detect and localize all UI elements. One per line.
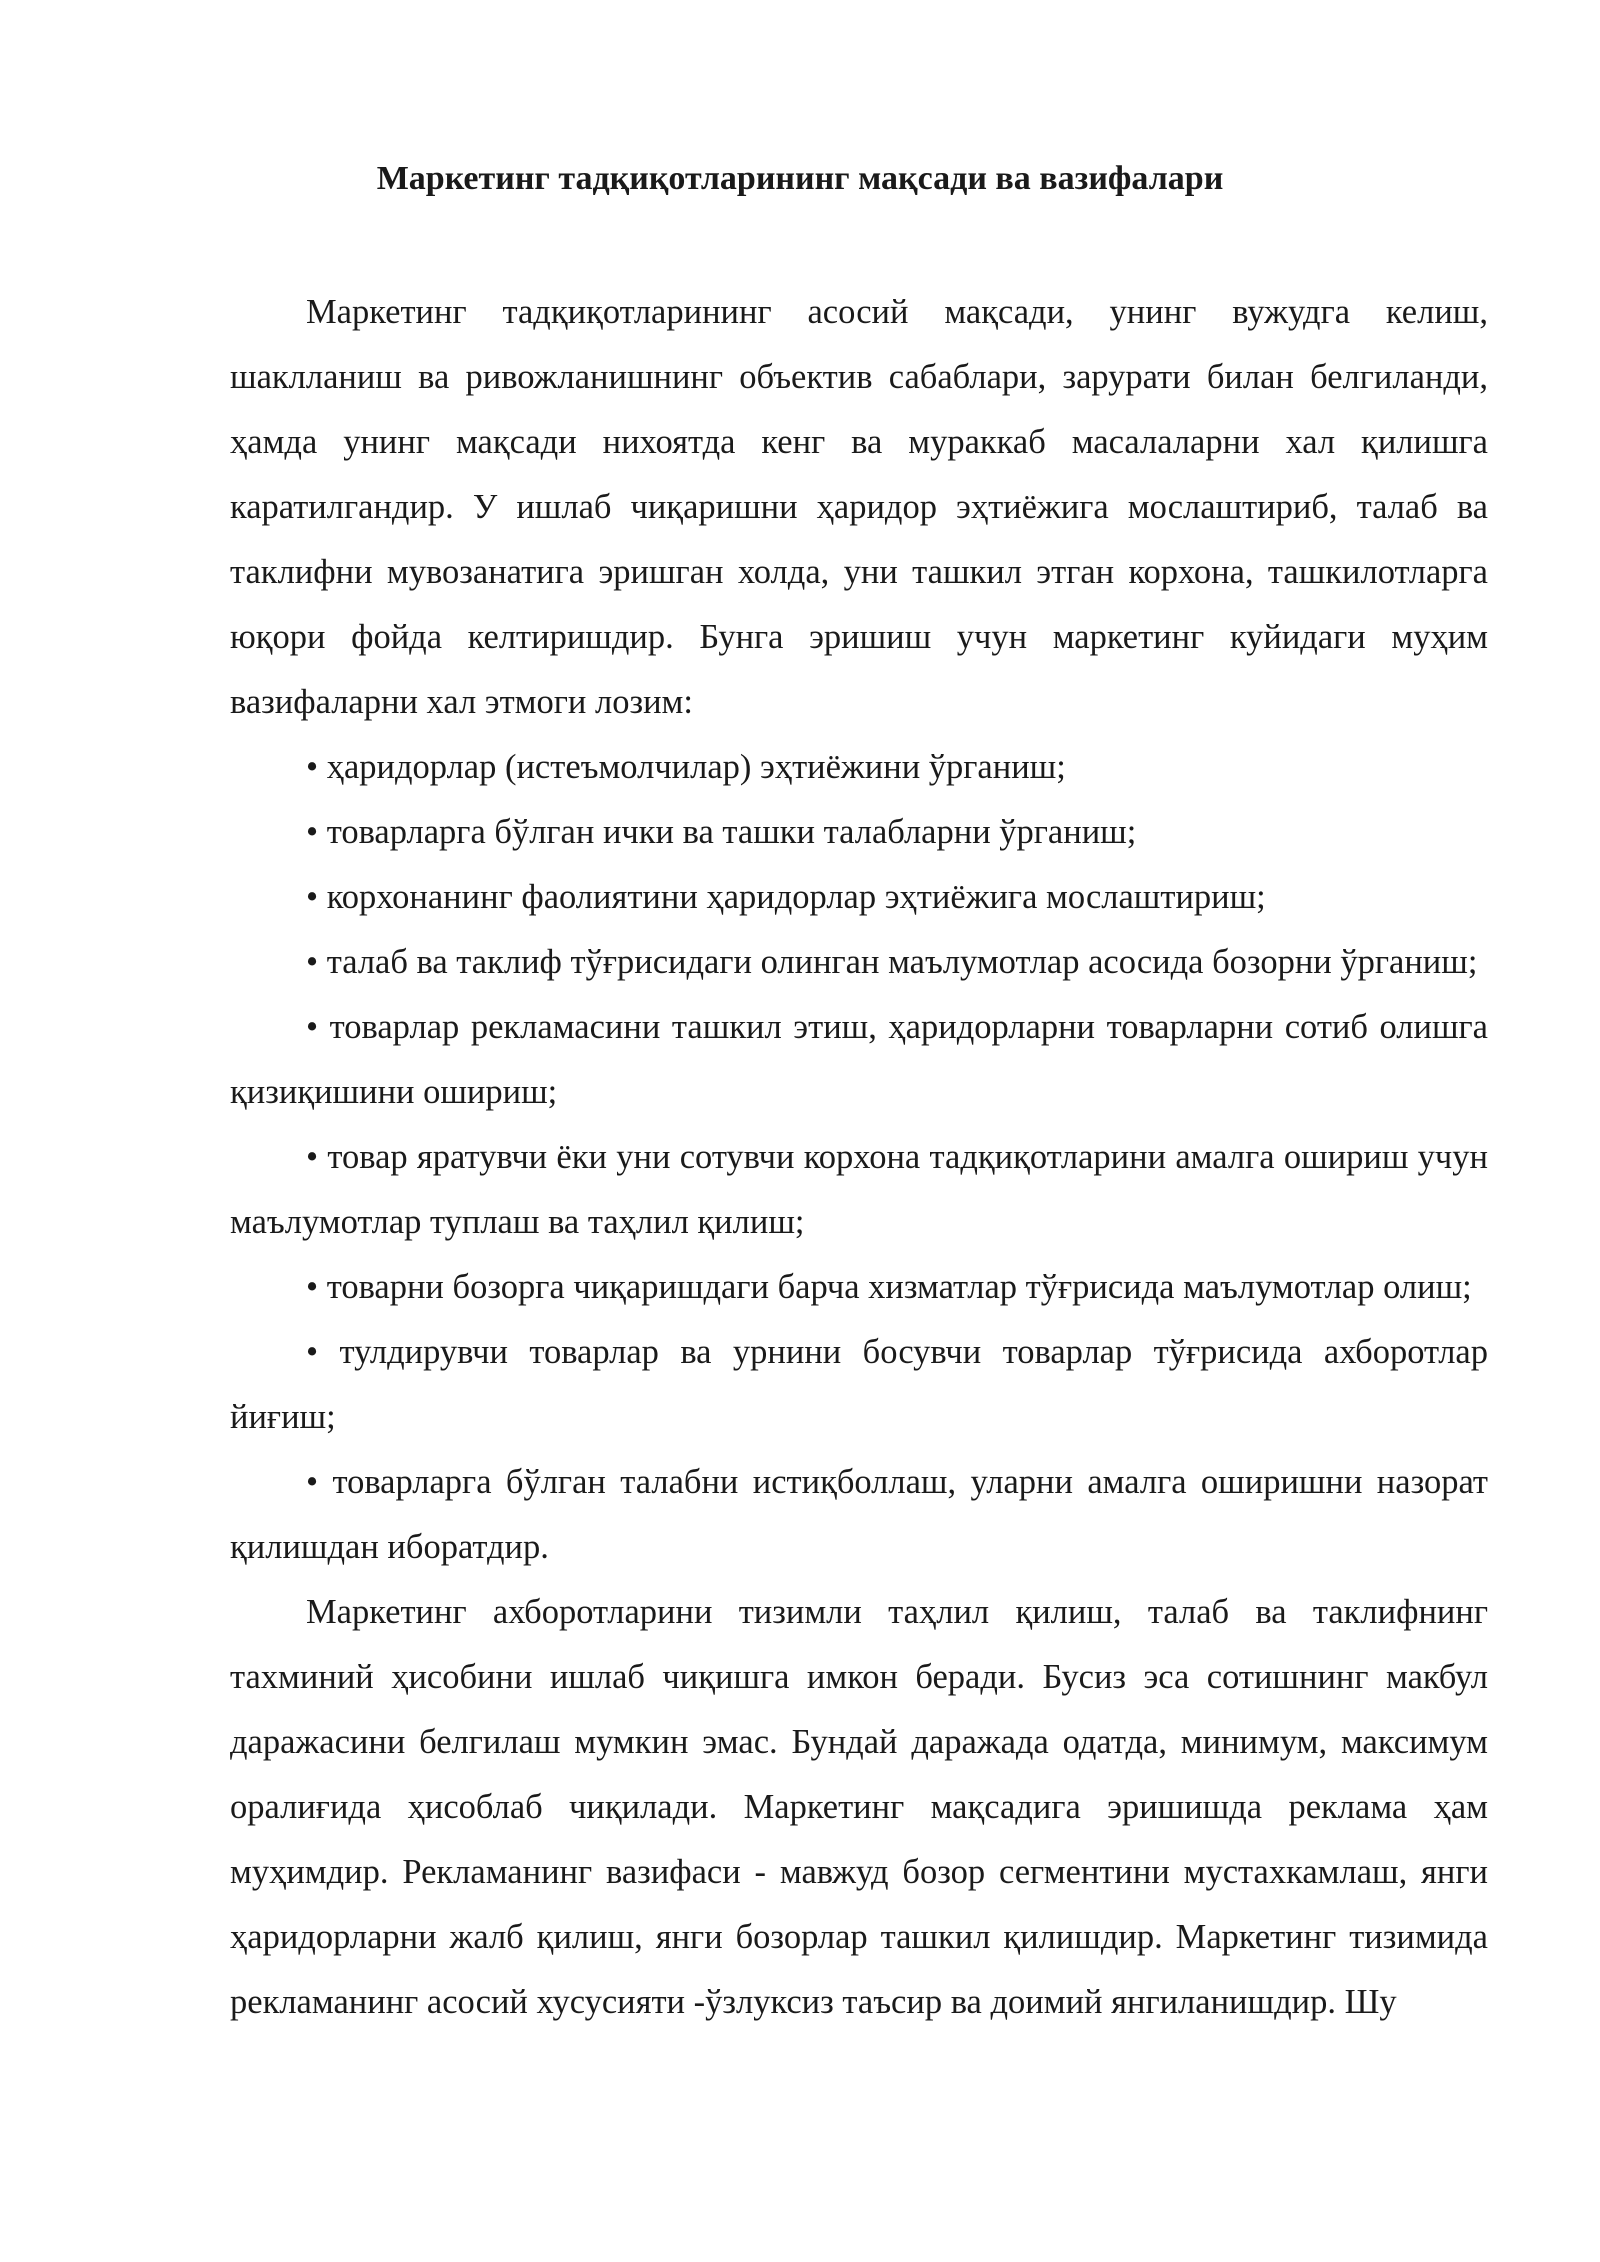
list-item-substitute-goods: • тулдирувчи товарлар ва урнини босувчи товарлар тўғрисида ахборотлар йиғиш; [230, 1333, 1488, 1436]
list-item-advertising: • товарлар рекламасини ташкил этиш, ҳаридорларни товарларни сотиб олишга қизиқишини ошириш; [230, 1008, 1488, 1111]
paragraph-intro: Маркетинг тадқиқотларининг асосий мақсади, унинг вужудга келиш, шаклланиш ва ривожланишнинг объектив сабаблари, зарурати билан белгиланди, ҳамда унинг мақсади нихоятда кенг ва мураккаб масалаларни хал қилишга каратилгандир. У ишлаб чиқаришни ҳаридор эҳтиёжига мослаштириб, талаб ва таклифни мувозанатига эришган холда, уни ташкил этган корхона, ташкилотларга юқори фойда келтиришдир. Бунга эришиш учун маркетинг куйидаги муҳим вазифаларни хал этмоги лозим: [230, 293, 1488, 721]
list-item-demand-study: • товарларга бўлган ички ва ташки талабларни ўрганиш; [306, 813, 1137, 851]
list-item-market-services: • товарни бозорга чиқаришдаги барча хизматлар тўғрисида маълумотлар олиш; [306, 1268, 1472, 1306]
list-item-market-study: • талаб ва таклиф тўғрисидаги олинган маълумотлар асосида бозорни ўрганиш; [306, 943, 1478, 981]
list-item-consumer-needs: • ҳаридорлар (истеъмолчилар) эҳтиёжини ўрганиш; [306, 748, 1066, 786]
paragraph-analysis: Маркетинг ахборотларини тизимли таҳлил қилиш, талаб ва таклифнинг тахминий ҳисобини ишлаб чиқишга имкон беради. Бусиз эса сотишнинг макбул даражасини белгилаш мумкин эмас. Бундай даражада одатда, минимум, максимум оралиғида ҳисоблаб чиқилади. Маркетинг мақсадига эришишда реклама ҳам муҳимдир. Рекламанинг вазифаси - мавжуд бозор сегментини мустахкамлаш, янги ҳаридорларни жалб қилиш, янги бозорлар ташкил қилишдир. Маркетинг тизимида рекламанинг асосий хусусияти -ўзлуксиз таъсир ва доимий янгиланишдир. Шу [230, 1593, 1488, 2021]
document-title: Маркетинг тадқиқотларининг мақсади ва вазифалари [376, 160, 1224, 197]
document-body [230, 280, 1488, 2035]
list-item-data-collection: • товар яратувчи ёки уни сотувчи корхона тадқиқотларини амалга ошириш учун маълумотлар туплаш ва таҳлил қилиш; [230, 1138, 1488, 1241]
list-item-demand-forecast: • товарларга бўлган талабни истиқболлаш, уларни амалга оширишни назорат қилишдан иборатдир. [230, 1463, 1488, 1566]
list-item-company-adaptation: • корхонанинг фаолиятини ҳаридорлар эҳтиёжига мослаштириш; [306, 878, 1266, 916]
